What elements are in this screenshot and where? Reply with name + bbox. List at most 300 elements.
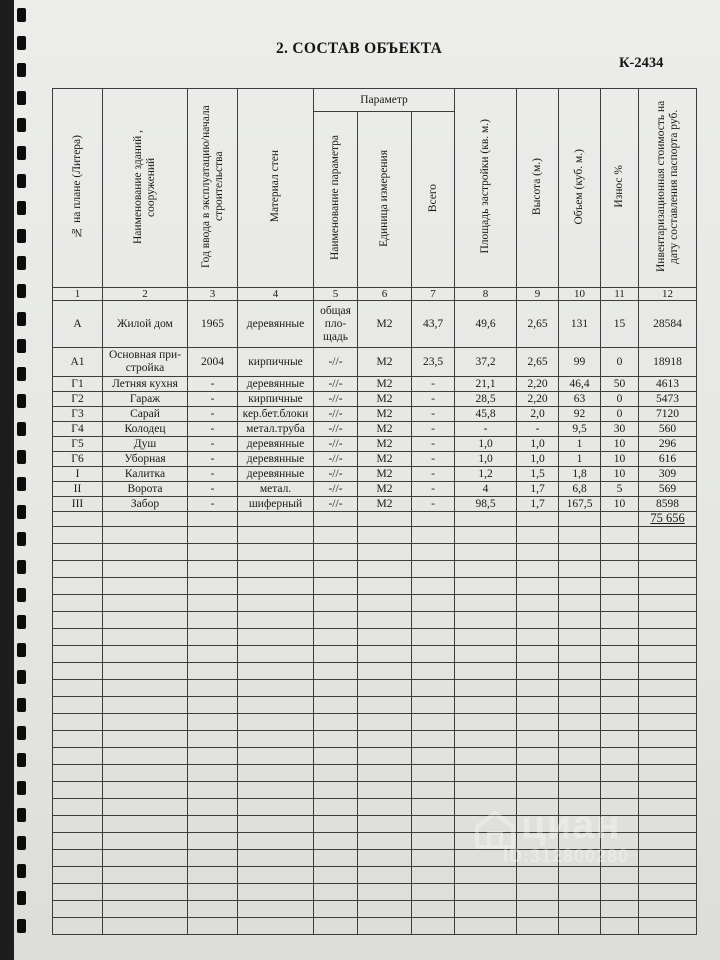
empty-cell [238, 850, 314, 867]
cell-material: метал.труба [238, 422, 314, 437]
empty-cell [188, 850, 238, 867]
empty-cell [455, 561, 517, 578]
empty-cell [53, 867, 103, 884]
cell-unit: М2 [358, 467, 412, 482]
empty-cell [314, 918, 358, 935]
empty-cell [559, 527, 601, 544]
empty-cell [517, 782, 559, 799]
column-number: 7 [412, 288, 455, 301]
empty-cell [53, 799, 103, 816]
empty-cell [188, 578, 238, 595]
empty-cell [412, 867, 455, 884]
cell-height: 2,65 [517, 348, 559, 377]
empty-cell [53, 561, 103, 578]
cell-name: Основная при-стройка [103, 348, 188, 377]
cell-lit: Г6 [53, 452, 103, 467]
table-row [53, 497, 697, 512]
empty-row [53, 544, 697, 561]
empty-cell [238, 544, 314, 561]
empty-cell [314, 867, 358, 884]
empty-cell [358, 765, 412, 782]
column-number: 9 [517, 288, 559, 301]
empty-cell [601, 901, 639, 918]
table-row [53, 467, 697, 482]
cell-wear: 15 [601, 301, 639, 348]
empty-cell [238, 884, 314, 901]
table-header [53, 89, 697, 288]
cell-height: 1,7 [517, 497, 559, 512]
empty-cell [412, 748, 455, 765]
empty-cell [412, 799, 455, 816]
empty-cell [517, 646, 559, 663]
cell-name: Гараж [103, 392, 188, 407]
empty-cell [358, 867, 412, 884]
empty-cell [358, 646, 412, 663]
cell-area: 28,5 [455, 392, 517, 407]
cell-year: - [188, 392, 238, 407]
cell-material: кер.бет.блоки [238, 407, 314, 422]
empty-cell [517, 731, 559, 748]
empty-cell [238, 595, 314, 612]
empty-cell [455, 527, 517, 544]
cell-volume: 63 [559, 392, 601, 407]
empty-cell [314, 663, 358, 680]
cell-name: Уборная [103, 452, 188, 467]
empty-cell [601, 680, 639, 697]
binding-hole [17, 312, 26, 326]
empty-cell [601, 544, 639, 561]
empty-cell [53, 884, 103, 901]
empty-cell [238, 612, 314, 629]
empty-cell [238, 527, 314, 544]
empty-cell [53, 646, 103, 663]
binding-hole [17, 394, 26, 408]
empty-cell [358, 731, 412, 748]
empty-cell [103, 595, 188, 612]
cell-area: 45,8 [455, 407, 517, 422]
binding-hole [17, 588, 26, 602]
empty-cell [358, 782, 412, 799]
empty-cell [455, 629, 517, 646]
empty-cell [314, 629, 358, 646]
total-row [53, 512, 697, 527]
empty-cell [314, 612, 358, 629]
empty-row [53, 629, 697, 646]
empty-cell [455, 765, 517, 782]
empty-cell [238, 782, 314, 799]
empty-cell [314, 512, 358, 527]
cell-area: 1,0 [455, 452, 517, 467]
empty-cell [455, 578, 517, 595]
header-plan-no: № на плане (Литера) [53, 89, 103, 288]
empty-cell [412, 595, 455, 612]
binding-hole [17, 422, 26, 436]
document-page [14, 0, 720, 960]
header-area: Площадь застройки (кв. м.) [455, 89, 517, 288]
empty-cell [103, 850, 188, 867]
header-param-name: Наименование параметра [314, 112, 358, 288]
empty-cell [238, 833, 314, 850]
empty-cell [601, 765, 639, 782]
empty-cell [103, 799, 188, 816]
binding-hole [17, 919, 26, 933]
cell-volume: 9,5 [559, 422, 601, 437]
empty-cell [601, 697, 639, 714]
empty-cell [53, 816, 103, 833]
cell-param: -//- [314, 437, 358, 452]
empty-cell [103, 816, 188, 833]
empty-cell [639, 918, 697, 935]
empty-cell [103, 646, 188, 663]
empty-cell [103, 512, 188, 527]
cell-volume: 1,8 [559, 467, 601, 482]
empty-cell [601, 595, 639, 612]
empty-cell [103, 680, 188, 697]
empty-cell [559, 629, 601, 646]
cell-cost: 569 [639, 482, 697, 497]
cell-volume: 99 [559, 348, 601, 377]
binding-hole [17, 477, 26, 491]
empty-row [53, 714, 697, 731]
empty-cell [358, 578, 412, 595]
cell-cost: 616 [639, 452, 697, 467]
cell-year: - [188, 377, 238, 392]
cell-lit: Г5 [53, 437, 103, 452]
header-parameter: Параметр [314, 89, 455, 112]
cell-total: - [412, 452, 455, 467]
empty-cell [559, 697, 601, 714]
empty-row [53, 527, 697, 544]
cell-cost: 7120 [639, 407, 697, 422]
cell-material: деревянные [238, 437, 314, 452]
empty-cell [103, 544, 188, 561]
table-row [53, 482, 697, 497]
cell-total: - [412, 407, 455, 422]
empty-cell [358, 918, 412, 935]
empty-cell [53, 595, 103, 612]
cell-param: -//- [314, 497, 358, 512]
cell-volume: 167,5 [559, 497, 601, 512]
empty-cell [53, 731, 103, 748]
document-title: 2. СОСТАВ ОБЪЕКТА [276, 40, 443, 57]
cell-material: деревянные [238, 452, 314, 467]
cell-lit: I [53, 467, 103, 482]
empty-row [53, 561, 697, 578]
empty-cell [238, 561, 314, 578]
binding-hole [17, 284, 26, 298]
total-cost: 75 656 [650, 511, 685, 525]
empty-row [53, 918, 697, 935]
empty-cell [559, 612, 601, 629]
empty-cell [601, 748, 639, 765]
empty-cell [601, 782, 639, 799]
empty-cell [639, 714, 697, 731]
empty-cell [639, 646, 697, 663]
binding-hole [17, 36, 26, 50]
header-year: Год ввода в эксплуатацию/начала строительства [188, 89, 238, 288]
empty-cell [188, 782, 238, 799]
empty-cell [601, 578, 639, 595]
empty-cell [517, 629, 559, 646]
cell-cost: 28584 [639, 301, 697, 348]
empty-cell [455, 595, 517, 612]
empty-cell [517, 748, 559, 765]
binding-hole [17, 836, 26, 850]
cell-unit: М2 [358, 437, 412, 452]
empty-cell [314, 578, 358, 595]
cell-wear: 10 [601, 497, 639, 512]
binding-hole [17, 864, 26, 878]
empty-cell [358, 697, 412, 714]
empty-cell [358, 544, 412, 561]
empty-cell [103, 918, 188, 935]
empty-cell [601, 629, 639, 646]
empty-cell [639, 629, 697, 646]
empty-cell [53, 748, 103, 765]
table-row [53, 392, 697, 407]
empty-cell [358, 612, 412, 629]
empty-cell [238, 512, 314, 527]
empty-cell [517, 765, 559, 782]
cell-year: 2004 [188, 348, 238, 377]
cell-total: - [412, 377, 455, 392]
empty-cell [238, 901, 314, 918]
empty-cell [188, 918, 238, 935]
cell-unit: М2 [358, 482, 412, 497]
empty-row [53, 748, 697, 765]
empty-row [53, 697, 697, 714]
empty-cell [314, 646, 358, 663]
empty-row [53, 680, 697, 697]
cell-volume: 46,4 [559, 377, 601, 392]
binding-hole [17, 891, 26, 905]
binding-hole [17, 450, 26, 464]
empty-cell [517, 663, 559, 680]
empty-cell [53, 512, 103, 527]
cell-material: деревянные [238, 467, 314, 482]
empty-cell [238, 731, 314, 748]
cell-param: -//- [314, 377, 358, 392]
empty-cell [53, 765, 103, 782]
empty-cell [103, 731, 188, 748]
empty-cell [314, 697, 358, 714]
cell-unit: М2 [358, 452, 412, 467]
empty-cell [314, 850, 358, 867]
empty-cell [238, 663, 314, 680]
table-row [53, 422, 697, 437]
empty-cell [601, 731, 639, 748]
empty-cell [412, 697, 455, 714]
empty-cell [455, 680, 517, 697]
empty-cell [188, 867, 238, 884]
empty-cell [53, 680, 103, 697]
empty-cell [517, 612, 559, 629]
cell-name: Летняя кухня [103, 377, 188, 392]
cell-area: 1,0 [455, 437, 517, 452]
empty-cell [358, 561, 412, 578]
empty-cell [412, 833, 455, 850]
cell-unit: М2 [358, 407, 412, 422]
cell-year: - [188, 467, 238, 482]
empty-cell [412, 527, 455, 544]
cell-material: деревянные [238, 301, 314, 348]
empty-cell [188, 901, 238, 918]
empty-cell [412, 629, 455, 646]
empty-cell [314, 544, 358, 561]
cell-param: -//- [314, 482, 358, 497]
binding-hole [17, 174, 26, 188]
empty-cell [188, 512, 238, 527]
empty-cell [358, 680, 412, 697]
empty-cell [412, 512, 455, 527]
empty-cell [455, 646, 517, 663]
cell-material: кирпичные [238, 348, 314, 377]
empty-cell [412, 765, 455, 782]
empty-cell [559, 578, 601, 595]
binding-hole [17, 670, 26, 684]
cian-house-icon [473, 807, 517, 851]
empty-cell [412, 884, 455, 901]
cell-wear: 0 [601, 407, 639, 422]
empty-cell [517, 714, 559, 731]
empty-cell [314, 901, 358, 918]
empty-cell [103, 578, 188, 595]
cell-total: - [412, 437, 455, 452]
empty-cell [639, 731, 697, 748]
cell-height: 2,65 [517, 301, 559, 348]
cell-lit: А [53, 301, 103, 348]
empty-cell [639, 884, 697, 901]
empty-cell [188, 527, 238, 544]
cell-lit: II [53, 482, 103, 497]
empty-cell [238, 714, 314, 731]
cell-unit: М2 [358, 301, 412, 348]
empty-row [53, 901, 697, 918]
empty-cell [412, 663, 455, 680]
empty-cell [103, 527, 188, 544]
empty-cell [188, 833, 238, 850]
empty-cell [53, 782, 103, 799]
empty-cell [238, 867, 314, 884]
cell-param: -//- [314, 467, 358, 482]
cell-height: 2,20 [517, 377, 559, 392]
header-height: Высота (м.) [517, 89, 559, 288]
binding-hole [17, 256, 26, 270]
binding-hole [17, 505, 26, 519]
empty-cell [601, 918, 639, 935]
cell-total: - [412, 392, 455, 407]
empty-cell [559, 663, 601, 680]
empty-row [53, 663, 697, 680]
cell-height: 2,0 [517, 407, 559, 422]
cell-wear: 0 [601, 392, 639, 407]
empty-cell [455, 612, 517, 629]
empty-cell [559, 918, 601, 935]
empty-cell [238, 629, 314, 646]
binding-hole [17, 339, 26, 353]
cell-year: - [188, 452, 238, 467]
cell-year: - [188, 437, 238, 452]
empty-cell [559, 544, 601, 561]
cell-area: - [455, 422, 517, 437]
binding-hole [17, 532, 26, 546]
empty-cell [188, 731, 238, 748]
empty-cell [188, 595, 238, 612]
binding-hole [17, 615, 26, 629]
header-param-unit: Единица измерения [358, 112, 412, 288]
empty-cell [412, 731, 455, 748]
empty-cell [601, 646, 639, 663]
table-row [53, 377, 697, 392]
empty-cell [559, 680, 601, 697]
empty-cell [517, 561, 559, 578]
empty-cell [559, 714, 601, 731]
header-param-total: Всего [412, 112, 455, 288]
table-row [53, 407, 697, 422]
empty-cell [103, 765, 188, 782]
cell-area: 98,5 [455, 497, 517, 512]
binding-hole [17, 753, 26, 767]
cell-total: - [412, 467, 455, 482]
empty-cell [412, 901, 455, 918]
empty-cell [188, 680, 238, 697]
cell-volume: 6,8 [559, 482, 601, 497]
empty-cell [601, 884, 639, 901]
empty-cell [517, 578, 559, 595]
empty-cell [455, 663, 517, 680]
cell-volume: 1 [559, 437, 601, 452]
empty-cell [639, 697, 697, 714]
empty-cell [188, 816, 238, 833]
binding-hole [17, 808, 26, 822]
header-volume: Объем (куб. м.) [559, 89, 601, 288]
binding-hole [17, 560, 26, 574]
cell-lit: Г2 [53, 392, 103, 407]
empty-row [53, 731, 697, 748]
empty-row [53, 884, 697, 901]
cell-cost: 296 [639, 437, 697, 452]
empty-cell [314, 833, 358, 850]
empty-cell [455, 714, 517, 731]
empty-cell [188, 697, 238, 714]
watermark-brand: циан [521, 803, 621, 847]
empty-cell [455, 884, 517, 901]
empty-cell [53, 697, 103, 714]
empty-cell [639, 544, 697, 561]
cell-name: Забор [103, 497, 188, 512]
empty-cell [103, 663, 188, 680]
empty-cell [358, 714, 412, 731]
empty-cell [314, 731, 358, 748]
empty-cell [517, 918, 559, 935]
column-number: 4 [238, 288, 314, 301]
empty-cell [517, 697, 559, 714]
cell-total: - [412, 422, 455, 437]
header-wear: Износ % [601, 89, 639, 288]
empty-cell [358, 629, 412, 646]
cell-area: 21,1 [455, 377, 517, 392]
empty-cell [412, 680, 455, 697]
binding-hole [17, 643, 26, 657]
cell-lit: Г1 [53, 377, 103, 392]
cell-name: Ворота [103, 482, 188, 497]
empty-cell [314, 748, 358, 765]
empty-cell [103, 867, 188, 884]
cell-cost: 4613 [639, 377, 697, 392]
column-number: 8 [455, 288, 517, 301]
binding-hole [17, 726, 26, 740]
cell-year: - [188, 497, 238, 512]
